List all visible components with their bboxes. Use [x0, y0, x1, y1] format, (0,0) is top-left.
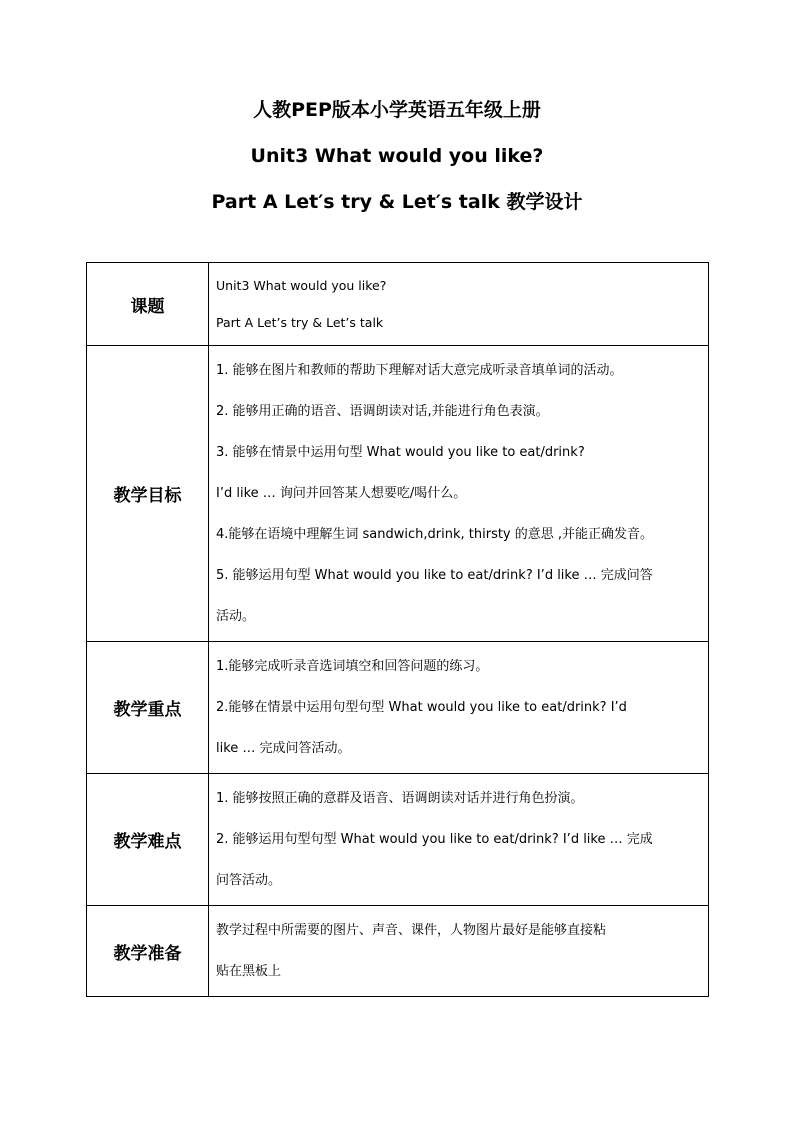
content-line: 2. 能够用正确的语音、语调朗读对话,并能进行角色表演。 — [216, 404, 549, 419]
content-line: 5. 能够运用句型 What would you like to eat/drink? I’d like … 完成问答 — [216, 568, 653, 583]
content-line: like … 完成问答活动。 — [216, 741, 351, 756]
row-label: 教学重点 — [87, 642, 209, 774]
content-line: 1.能够完成听录音选词填空和回答问题的练习。 — [216, 659, 489, 674]
content-line: 1. 能够在图片和教师的帮助下理解对话大意完成听录音填单词的活动。 — [216, 363, 623, 378]
content-line: 2. 能够运用句型句型 What would you like to eat/drink? I’d like … 完成 — [216, 832, 653, 847]
row-content — [209, 906, 709, 997]
content-line: 活动。 — [216, 609, 256, 624]
content-line: 1. 能够按照正确的意群及语音、语调朗读对话并进行角色扮演。 — [216, 791, 584, 806]
row-content — [209, 346, 709, 642]
content-line: 4.能够在语境中理解生词 sandwich,drink, thirsty 的意思 ,并能正确发音。 — [216, 527, 654, 542]
row-content — [209, 263, 709, 346]
table-row-difficulties — [87, 774, 709, 906]
table-row-objectives — [87, 346, 709, 642]
row-label: 教学准备 — [87, 906, 209, 997]
content-line: 问答活动。 — [216, 873, 282, 888]
table-row-preparation — [87, 906, 709, 997]
document-title: 人教PEP版本小学英语五年级上册 — [253, 99, 541, 121]
table-row-key-points — [87, 642, 709, 774]
content-line: 3. 能够在情景中运用句型 What would you like to eat/drink? — [216, 445, 585, 460]
row-label: 教学难点 — [87, 774, 209, 906]
lesson-plan-table — [86, 262, 709, 997]
content-line: 教学过程中所需要的图片、声音、课件，人物图片最好是能够直接粘 — [216, 923, 607, 938]
content-line: 2.能够在情景中运用句型句型 What would you like to eat/drink? I’d — [216, 700, 627, 715]
row-label: 课题 — [87, 263, 209, 346]
content-line: 贴在黑板上 — [216, 964, 282, 979]
row-content — [209, 642, 709, 774]
table-row-topic — [87, 263, 709, 346]
content-line: Part A Let’s try & Let’s talk — [216, 315, 384, 330]
row-content — [209, 774, 709, 906]
unit-title: Unit3 What would you like? — [250, 145, 544, 167]
row-label: 教学目标 — [87, 346, 209, 642]
content-line: I’d like … 询问并回答某人想要吃/喝什么。 — [216, 486, 467, 501]
document-header — [0, 100, 794, 212]
part-title: Part A Let′s try & Let′s talk 教学设计 — [211, 191, 583, 213]
content-line: Unit3 What would you like? — [216, 278, 387, 293]
